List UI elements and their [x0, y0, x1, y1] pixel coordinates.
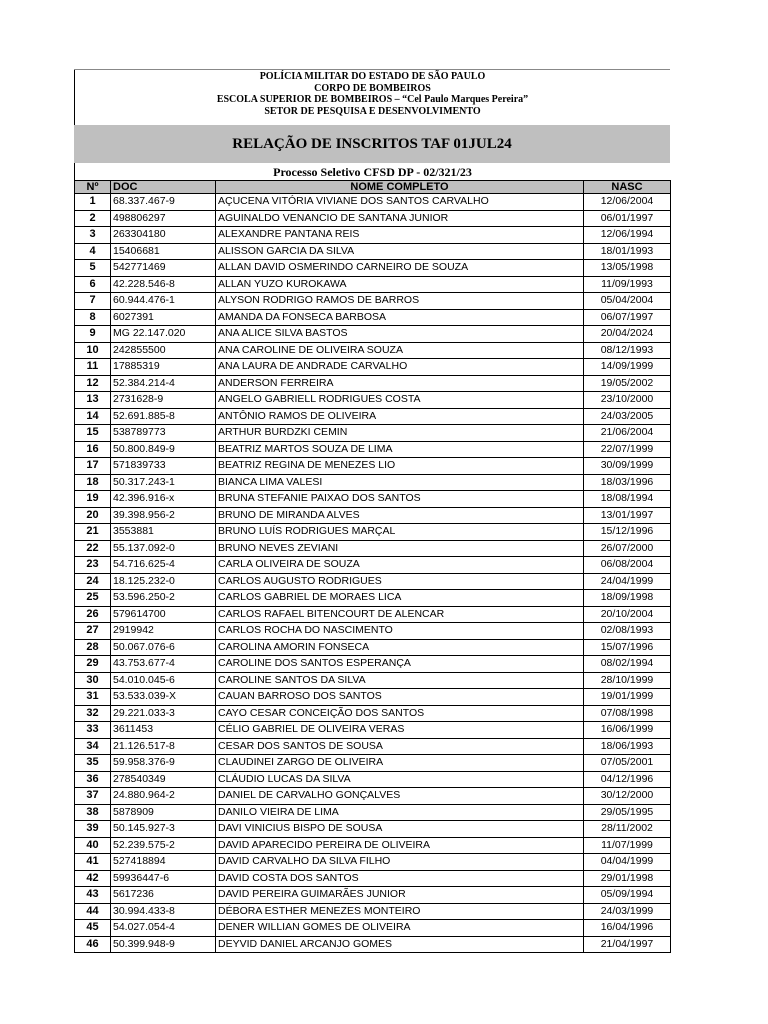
- table-row: [75, 887, 671, 904]
- row-number: 35: [75, 755, 111, 772]
- column-header-number: Nº: [75, 181, 111, 194]
- row-number: 24: [75, 573, 111, 590]
- row-name: ANA CAROLINE DE OLIVEIRA SOUZA: [216, 342, 584, 359]
- row-doc: 278540349: [111, 771, 216, 788]
- row-name: DENER WILLIAN GOMES DE OLIVEIRA: [216, 920, 584, 937]
- table-row: [75, 326, 671, 343]
- row-birth-date: 15/07/1996: [584, 639, 671, 656]
- row-name: CLÁUDIO LUCAS DA SILVA: [216, 771, 584, 788]
- header-line-4: SETOR DE PESQUISA E DESENVOLVIMENTO: [264, 105, 481, 117]
- row-number: 32: [75, 705, 111, 722]
- row-number: 26: [75, 606, 111, 623]
- row-birth-date: 30/12/2000: [584, 788, 671, 805]
- table-row: [75, 524, 671, 541]
- row-number: 11: [75, 359, 111, 376]
- row-birth-date: 12/06/2004: [584, 194, 671, 211]
- row-name: DAVID PEREIRA GUIMARÃES JUNIOR: [216, 887, 584, 904]
- row-number: 9: [75, 326, 111, 343]
- row-number: 3: [75, 227, 111, 244]
- row-number: 41: [75, 854, 111, 871]
- table-row: [75, 425, 671, 442]
- row-birth-date: 29/01/1998: [584, 870, 671, 887]
- row-doc: 24.880.964-2: [111, 788, 216, 805]
- row-birth-date: 14/09/1999: [584, 359, 671, 376]
- row-name: AÇUCENA VITÓRIA VIVIANE DOS SANTOS CARVALHO: [216, 194, 584, 211]
- row-birth-date: 20/10/2004: [584, 606, 671, 623]
- header-line-3: ESCOLA SUPERIOR DE BOMBEIROS – “Cel Paulo Marques Pereira”: [216, 94, 529, 105]
- row-birth-date: 07/08/1998: [584, 705, 671, 722]
- row-birth-date: 20/04/2024: [584, 326, 671, 343]
- row-number: 45: [75, 920, 111, 937]
- row-number: 8: [75, 309, 111, 326]
- row-birth-date: 23/10/2000: [584, 392, 671, 409]
- header-line-1: POLÍCIA MILITAR DO ESTADO DE SÃO PAULO: [259, 71, 486, 82]
- row-number: 4: [75, 243, 111, 260]
- row-doc: 54.027.054-4: [111, 920, 216, 937]
- row-birth-date: 24/03/2005: [584, 408, 671, 425]
- row-birth-date: 05/09/1994: [584, 887, 671, 904]
- row-doc: 527418894: [111, 854, 216, 871]
- row-name: ALLAN YUZO KUROKAWA: [216, 276, 584, 293]
- row-number: 17: [75, 458, 111, 475]
- row-number: 1: [75, 194, 111, 211]
- header-line-2: CORPO DE BOMBEIROS: [314, 82, 431, 94]
- row-number: 28: [75, 639, 111, 656]
- row-number: 7: [75, 293, 111, 310]
- table-row: [75, 837, 671, 854]
- table-row: [75, 788, 671, 805]
- row-name: ALLAN DAVID OSMERINDO CARNEIRO DE SOUZA: [216, 260, 584, 277]
- row-number: 14: [75, 408, 111, 425]
- row-doc: 6027391: [111, 309, 216, 326]
- table-row: [75, 557, 671, 574]
- row-doc: 43.753.677-4: [111, 656, 216, 673]
- row-name: DEYVID DANIEL ARCANJO GOMES: [216, 936, 584, 953]
- row-number: 18: [75, 474, 111, 491]
- row-number: 29: [75, 656, 111, 673]
- row-doc: 50.317.243-1: [111, 474, 216, 491]
- row-name: ANA LAURA DE ANDRADE CARVALHO: [216, 359, 584, 376]
- table-row: [75, 590, 671, 607]
- row-doc: 29.221.033-3: [111, 705, 216, 722]
- row-doc: 59936447-6: [111, 870, 216, 887]
- row-doc: 52.239.575-2: [111, 837, 216, 854]
- row-birth-date: 13/01/1997: [584, 507, 671, 524]
- row-doc: 498806297: [111, 210, 216, 227]
- table-row: [75, 458, 671, 475]
- row-doc: 59.958.376-9: [111, 755, 216, 772]
- row-number: 25: [75, 590, 111, 607]
- row-name: DAVID COSTA DOS SANTOS: [216, 870, 584, 887]
- row-doc: 50.399.948-9: [111, 936, 216, 953]
- table-row: [75, 821, 671, 838]
- row-number: 16: [75, 441, 111, 458]
- row-name: BIANCA LIMA VALESI: [216, 474, 584, 491]
- row-doc: 2919942: [111, 623, 216, 640]
- column-header-name: NOME COMPLETO: [216, 181, 584, 194]
- row-birth-date: 18/09/1998: [584, 590, 671, 607]
- row-number: 20: [75, 507, 111, 524]
- row-number: 31: [75, 689, 111, 706]
- table-row: [75, 375, 671, 392]
- row-name: CAROLINE SANTOS DA SILVA: [216, 672, 584, 689]
- row-name: CARLOS ROCHA DO NASCIMENTO: [216, 623, 584, 640]
- row-doc: 54.010.045-6: [111, 672, 216, 689]
- row-doc: 263304180: [111, 227, 216, 244]
- row-name: CAROLINE DOS SANTOS ESPERANÇA: [216, 656, 584, 673]
- row-name: BRUNO DE MIRANDA ALVES: [216, 507, 584, 524]
- table-row: [75, 771, 671, 788]
- row-name: CÉLIO GABRIEL DE OLIVEIRA VERAS: [216, 722, 584, 739]
- table-row: [75, 194, 671, 211]
- row-name: CAROLINA AMORIN FONSECA: [216, 639, 584, 656]
- row-birth-date: 21/04/1997: [584, 936, 671, 953]
- row-birth-date: 04/04/1999: [584, 854, 671, 871]
- row-birth-date: 05/04/2004: [584, 293, 671, 310]
- row-doc: 21.126.517-8: [111, 738, 216, 755]
- row-birth-date: 21/06/2004: [584, 425, 671, 442]
- table-row: [75, 441, 671, 458]
- row-doc: MG 22.147.020: [111, 326, 216, 343]
- table-row: [75, 540, 671, 557]
- table-row: [75, 507, 671, 524]
- row-birth-date: 06/07/1997: [584, 309, 671, 326]
- table-row: [75, 606, 671, 623]
- row-birth-date: 11/09/1993: [584, 276, 671, 293]
- row-number: 22: [75, 540, 111, 557]
- row-name: DAVID CARVALHO DA SILVA FILHO: [216, 854, 584, 871]
- table-row: [75, 656, 671, 673]
- row-doc: 39.398.956-2: [111, 507, 216, 524]
- row-doc: 42.396.916-x: [111, 491, 216, 508]
- row-doc: 242855500: [111, 342, 216, 359]
- row-doc: 68.337.467-9: [111, 194, 216, 211]
- table-row: [75, 623, 671, 640]
- row-name: BRUNO NEVES ZEVIANI: [216, 540, 584, 557]
- row-birth-date: 13/05/1998: [584, 260, 671, 277]
- enrollment-table: [74, 180, 671, 953]
- row-doc: 42.228.546-8: [111, 276, 216, 293]
- table-row: [75, 342, 671, 359]
- row-number: 12: [75, 375, 111, 392]
- table-row: [75, 293, 671, 310]
- row-name: DAVI VINICIUS BISPO DE SOUSA: [216, 821, 584, 838]
- row-birth-date: 04/12/1996: [584, 771, 671, 788]
- row-number: 21: [75, 524, 111, 541]
- row-birth-date: 16/06/1999: [584, 722, 671, 739]
- row-name: DAVID APARECIDO PEREIRA DE OLIVEIRA: [216, 837, 584, 854]
- row-name: CARLOS GABRIEL DE MORAES LICA: [216, 590, 584, 607]
- table-row: [75, 359, 671, 376]
- row-number: 27: [75, 623, 111, 640]
- row-birth-date: 08/02/1994: [584, 656, 671, 673]
- table-header-row: [75, 181, 671, 194]
- row-doc: 53.533.039-X: [111, 689, 216, 706]
- row-birth-date: 28/10/1999: [584, 672, 671, 689]
- row-number: 19: [75, 491, 111, 508]
- row-birth-date: 15/12/1996: [584, 524, 671, 541]
- row-doc: 579614700: [111, 606, 216, 623]
- row-name: BRUNO LUÍS RODRIGUES MARÇAL: [216, 524, 584, 541]
- row-name: BEATRIZ MARTOS SOUZA DE LIMA: [216, 441, 584, 458]
- table-row: [75, 392, 671, 409]
- row-name: ARTHUR BURDZKI CEMIN: [216, 425, 584, 442]
- table-row: [75, 903, 671, 920]
- row-birth-date: 06/08/2004: [584, 557, 671, 574]
- row-number: 33: [75, 722, 111, 739]
- row-name: ANA ALICE SILVA BASTOS: [216, 326, 584, 343]
- row-name: CARLOS AUGUSTO RODRIGUES: [216, 573, 584, 590]
- row-doc: 3611453: [111, 722, 216, 739]
- row-birth-date: 30/09/1999: [584, 458, 671, 475]
- row-name: ANDERSON FERREIRA: [216, 375, 584, 392]
- row-number: 44: [75, 903, 111, 920]
- row-number: 40: [75, 837, 111, 854]
- row-number: 34: [75, 738, 111, 755]
- row-number: 13: [75, 392, 111, 409]
- row-birth-date: 02/08/1993: [584, 623, 671, 640]
- table-row: [75, 474, 671, 491]
- row-doc: 542771469: [111, 260, 216, 277]
- row-name: ANGELO GABRIELL RODRIGUES COSTA: [216, 392, 584, 409]
- row-name: CARLOS RAFAEL BITENCOURT DE ALENCAR: [216, 606, 584, 623]
- table-row: [75, 309, 671, 326]
- table-row: [75, 260, 671, 277]
- row-name: DANILO VIEIRA DE LIMA: [216, 804, 584, 821]
- institution-header: [74, 70, 670, 125]
- row-number: 6: [75, 276, 111, 293]
- row-birth-date: 19/05/2002: [584, 375, 671, 392]
- document-subtitle: Processo Seletivo CFSD DP - 02/321/23: [74, 163, 670, 180]
- row-number: 43: [75, 887, 111, 904]
- row-number: 15: [75, 425, 111, 442]
- table-row: [75, 738, 671, 755]
- table-row: [75, 672, 671, 689]
- row-birth-date: 06/01/1997: [584, 210, 671, 227]
- table-row: [75, 276, 671, 293]
- row-name: AGUINALDO VENANCIO DE SANTANA JUNIOR: [216, 210, 584, 227]
- table-row: [75, 408, 671, 425]
- row-name: CESAR DOS SANTOS DE SOUSA: [216, 738, 584, 755]
- table-row: [75, 920, 671, 937]
- row-doc: 60.944.476-1: [111, 293, 216, 310]
- row-number: 2: [75, 210, 111, 227]
- row-name: BRUNA STEFANIE PAIXAO DOS SANTOS: [216, 491, 584, 508]
- table-row: [75, 804, 671, 821]
- row-birth-date: 24/03/1999: [584, 903, 671, 920]
- document-title: RELAÇÃO DE INSCRITOS TAF 01JUL24: [74, 125, 670, 163]
- row-name: DÉBORA ESTHER MENEZES MONTEIRO: [216, 903, 584, 920]
- row-name: BEATRIZ REGINA DE MENEZES LIO: [216, 458, 584, 475]
- row-number: 30: [75, 672, 111, 689]
- row-name: CLAUDINEI ZARGO DE OLIVEIRA: [216, 755, 584, 772]
- table-row: [75, 689, 671, 706]
- row-doc: 52.691.885-8: [111, 408, 216, 425]
- row-name: CAYO CESAR CONCEIÇÃO DOS SANTOS: [216, 705, 584, 722]
- row-doc: 55.137.092-0: [111, 540, 216, 557]
- row-birth-date: 29/05/1995: [584, 804, 671, 821]
- row-doc: 50.800.849-9: [111, 441, 216, 458]
- row-number: 39: [75, 821, 111, 838]
- table-row: [75, 210, 671, 227]
- row-birth-date: 19/01/1999: [584, 689, 671, 706]
- row-birth-date: 18/03/1996: [584, 474, 671, 491]
- row-doc: 15406681: [111, 243, 216, 260]
- row-doc: 50.067.076-6: [111, 639, 216, 656]
- row-birth-date: 18/08/1994: [584, 491, 671, 508]
- table-row: [75, 870, 671, 887]
- row-doc: 538789773: [111, 425, 216, 442]
- table-row: [75, 573, 671, 590]
- column-header-birth: NASC: [584, 181, 671, 194]
- row-birth-date: 11/07/1999: [584, 837, 671, 854]
- row-doc: 30.994.433-8: [111, 903, 216, 920]
- row-birth-date: 18/06/1993: [584, 738, 671, 755]
- row-doc: 3553881: [111, 524, 216, 541]
- row-birth-date: 22/07/1999: [584, 441, 671, 458]
- table-row: [75, 705, 671, 722]
- table-row: [75, 491, 671, 508]
- row-doc: 5878909: [111, 804, 216, 821]
- row-doc: 53.596.250-2: [111, 590, 216, 607]
- row-name: ALISSON GARCIA DA SILVA: [216, 243, 584, 260]
- table-row: [75, 936, 671, 953]
- row-number: 5: [75, 260, 111, 277]
- row-birth-date: 24/04/1999: [584, 573, 671, 590]
- row-name: ALYSON RODRIGO RAMOS DE BARROS: [216, 293, 584, 310]
- table-row: [75, 722, 671, 739]
- row-number: 37: [75, 788, 111, 805]
- row-doc: 50.145.927-3: [111, 821, 216, 838]
- table-row: [75, 227, 671, 244]
- row-name: CARLA OLIVEIRA DE SOUZA: [216, 557, 584, 574]
- row-doc: 2731628-9: [111, 392, 216, 409]
- column-header-doc: DOC: [111, 181, 216, 194]
- document-sheet: [74, 69, 670, 953]
- row-doc: 52.384.214-4: [111, 375, 216, 392]
- row-name: CAUAN BARROSO DOS SANTOS: [216, 689, 584, 706]
- row-birth-date: 08/12/1993: [584, 342, 671, 359]
- row-doc: 571839733: [111, 458, 216, 475]
- row-number: 46: [75, 936, 111, 953]
- row-name: ALEXANDRE PANTANA REIS: [216, 227, 584, 244]
- row-birth-date: 16/04/1996: [584, 920, 671, 937]
- row-doc: 17885319: [111, 359, 216, 376]
- row-name: AMANDA DA FONSECA BARBOSA: [216, 309, 584, 326]
- row-doc: 54.716.625-4: [111, 557, 216, 574]
- row-birth-date: 26/07/2000: [584, 540, 671, 557]
- table-row: [75, 639, 671, 656]
- row-birth-date: 12/06/1994: [584, 227, 671, 244]
- row-name: DANIEL DE CARVALHO GONÇALVES: [216, 788, 584, 805]
- row-birth-date: 28/11/2002: [584, 821, 671, 838]
- row-number: 38: [75, 804, 111, 821]
- table-row: [75, 755, 671, 772]
- row-birth-date: 18/01/1993: [584, 243, 671, 260]
- row-doc: 18.125.232-0: [111, 573, 216, 590]
- row-number: 10: [75, 342, 111, 359]
- row-doc: 5617236: [111, 887, 216, 904]
- row-number: 23: [75, 557, 111, 574]
- table-row: [75, 854, 671, 871]
- row-name: ANTÔNIO RAMOS DE OLIVEIRA: [216, 408, 584, 425]
- row-number: 36: [75, 771, 111, 788]
- table-row: [75, 243, 671, 260]
- row-birth-date: 07/05/2001: [584, 755, 671, 772]
- row-number: 42: [75, 870, 111, 887]
